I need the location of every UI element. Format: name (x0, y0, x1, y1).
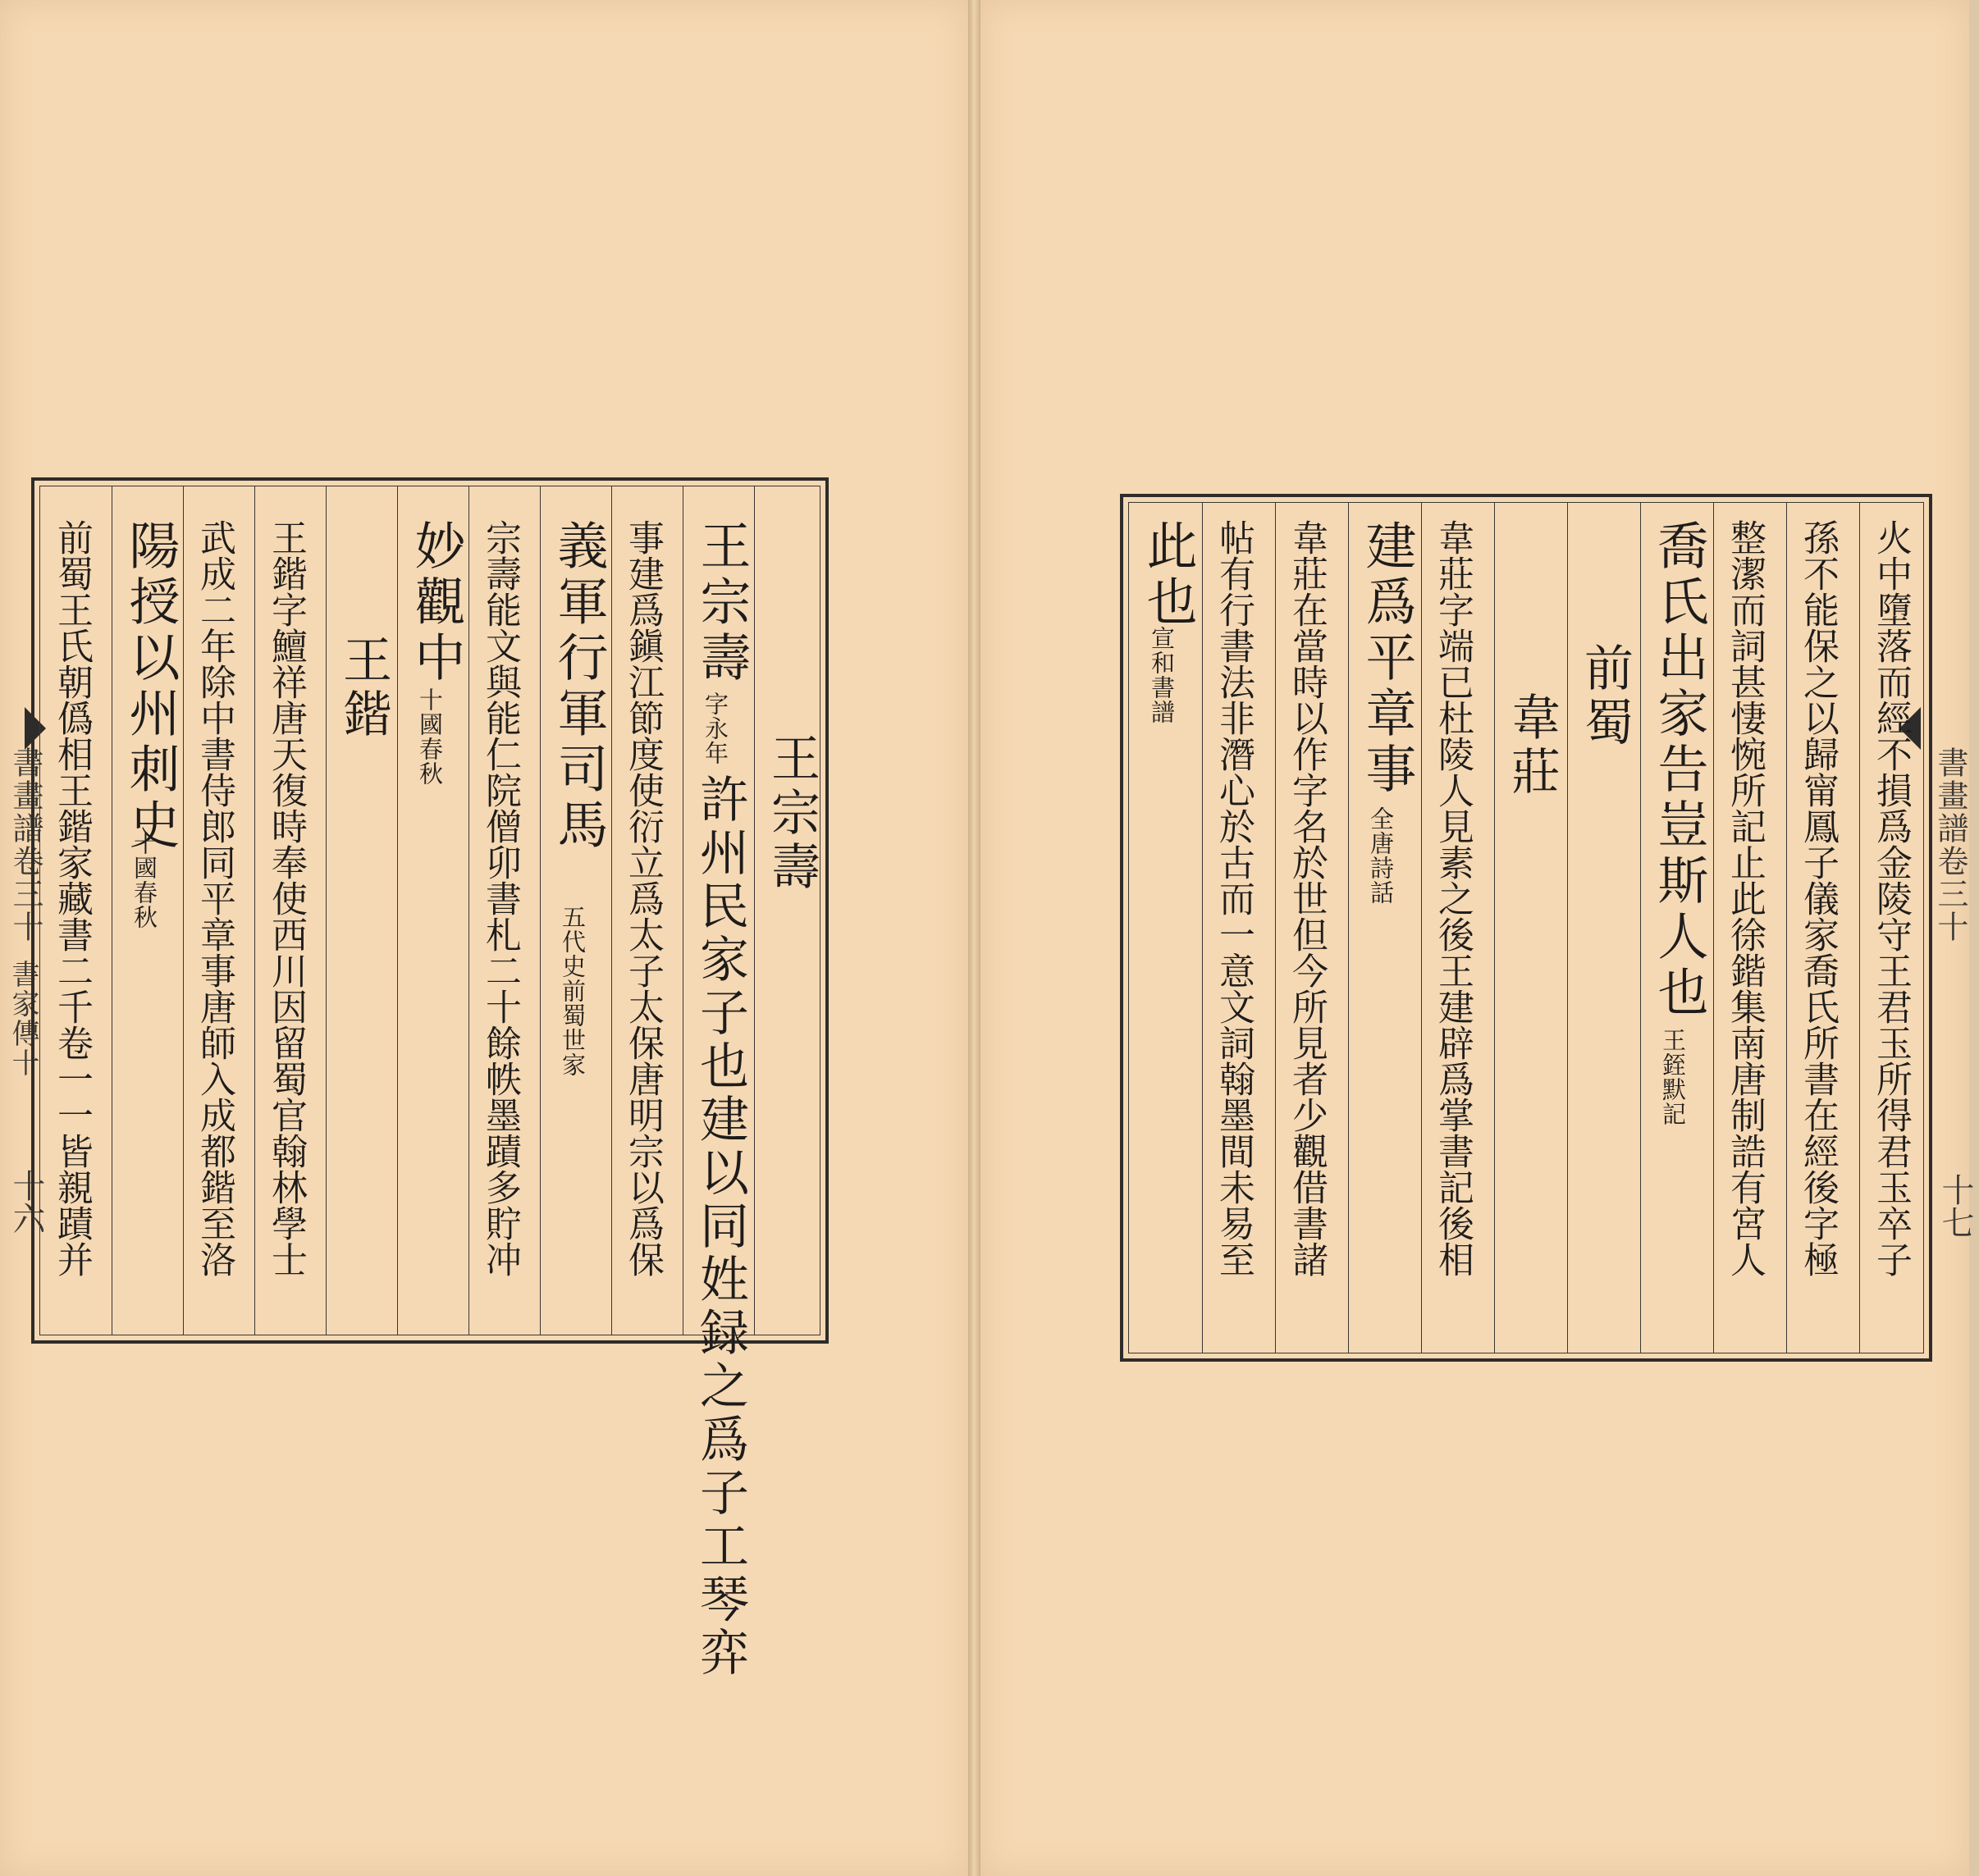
text-column: 此也 (1138, 519, 1198, 631)
right-page-number: 十七 (1936, 1173, 1974, 1239)
heading-wang-kai: 王鍇 (335, 634, 392, 742)
source-note: 王銍默記 (1659, 1028, 1687, 1126)
source-note: 五代史前蜀世家 (559, 905, 587, 1077)
text-column: 建爲平章事 (1357, 519, 1417, 798)
heading-former-shu: 前蜀 (1576, 642, 1634, 751)
source-note: 全唐詩話 (1367, 806, 1395, 905)
source-note: 十國春秋 (130, 831, 158, 929)
text-column: 許州民家子也建以同姓録之爲子工琴弈 (692, 774, 749, 1680)
text-column: 韋莊在當時以作字名於世但今所見者少觀借書諸 (1286, 519, 1328, 1277)
left-margin-section: 書家傳十 (7, 960, 39, 1078)
text-column: 韋莊字端已杜陵人見素之後王建辟爲掌書記後相 (1432, 519, 1474, 1277)
heading-wang-zongshou: 王宗壽 (763, 733, 820, 895)
text-column: 宗壽能文與能仁院僧卯書札二十餘帙墨蹟多貯冲 (479, 519, 521, 1277)
text-column: 王鍇字鱣祥唐天復時奉使西川因留蜀官翰林學士 (265, 519, 307, 1277)
text-column: 前蜀王氏朝僞相王鍇家藏書二千卷一一皆親蹟并 (51, 519, 93, 1277)
left-text-block (31, 477, 829, 1680)
text-column: 孫不能保之以歸甯鳳子儀家喬氏所書在經後字極 (1797, 519, 1839, 1277)
book-gutter (968, 0, 980, 1876)
text-column: 王宗壽 (692, 519, 752, 687)
left-margin-title: 書畫譜卷三十 (7, 746, 43, 943)
right-text-block (1120, 494, 1932, 1362)
source-note: 宣和書譜 (1148, 626, 1176, 724)
text-column: 陽授以州刺史 (121, 519, 181, 854)
left-page-number: 十六 (7, 1169, 45, 1235)
right-page (980, 0, 1974, 1876)
text-column: 事建爲鎭江節度使衍立爲太子太保唐明宗以爲保 (622, 519, 664, 1277)
text-column: 妙觀中 (406, 519, 466, 687)
text-column: 義軍行軍司馬 (549, 519, 609, 854)
text-column: 武成二年除中書侍郎同平章事唐師入成都鍇至洛 (194, 519, 235, 1277)
text-column: 帖有行書法非潛心於古而一意文詞翰墨間未易至 (1213, 519, 1255, 1277)
source-note: 十國春秋 (416, 687, 444, 786)
left-page (0, 0, 968, 1876)
heading-wei-zhuang: 韋莊 (1503, 692, 1561, 800)
text-column: 整潔而詞甚悽惋所記止此徐鍇集南唐制誥有宮人 (1724, 519, 1766, 1277)
text-column: 火中墮落而經不損爲金陵守王君玉所得君玉卒子 (1870, 519, 1912, 1277)
text-column: 喬氏出家告豈斯人也 (1649, 519, 1709, 1021)
right-margin-title: 書畫譜卷三十 (1932, 746, 1968, 943)
inline-note: 字永年 (702, 692, 729, 765)
